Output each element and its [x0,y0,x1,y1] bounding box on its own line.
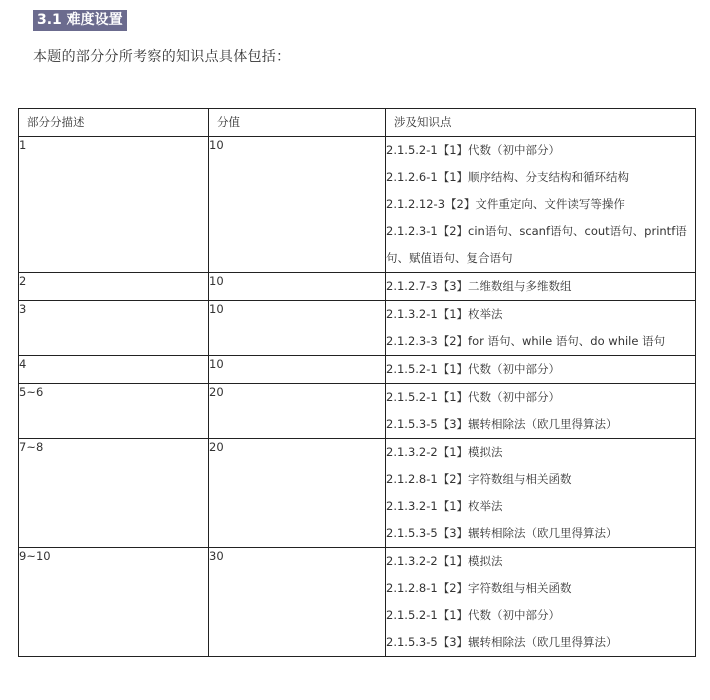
row-topics [386,301,696,356]
row-description: 2 [19,273,209,301]
row-score: 10 [209,356,386,384]
knowledge-point: 2.1.2.8-1【2】字符数组与相关函数 [386,581,572,595]
table-row [19,439,696,548]
header-score: 分值 [209,109,386,137]
knowledge-point: 2.1.3.2-2【1】模拟法 [386,445,503,459]
row-topics [386,439,696,548]
row-topics [386,137,696,273]
row-description: 3 [19,301,209,356]
header-partial-score-description: 部分分描述 [19,109,209,137]
table-row [19,137,696,273]
table-row [19,301,696,356]
knowledge-point: 2.1.2.6-1【1】顺序结构、分支结构和循环结构 [386,170,630,184]
row-description: 9~10 [19,548,209,657]
header-knowledge-points: 涉及知识点 [386,109,696,137]
row-score: 20 [209,384,386,439]
knowledge-point: 2.1.2.12-3【2】文件重定向、文件读写等操作 [386,197,625,211]
row-description: 4 [19,356,209,384]
knowledge-point: 2.1.3.2-1【1】枚举法 [386,499,503,513]
row-score: 30 [209,548,386,657]
knowledge-point: 2.1.5.3-5【3】辗转相除法（欧几里得算法） [386,526,618,540]
row-topics [386,356,696,384]
knowledge-point: 2.1.2.3-3【2】for 语句、while 语句、do while 语句 [386,334,666,348]
row-topics [386,548,696,657]
knowledge-point: 2.1.5.2-1【1】代数（初中部分） [386,608,561,622]
row-description: 7~8 [19,439,209,548]
row-score: 20 [209,439,386,548]
knowledge-point: 2.1.5.2-1【1】代数（初中部分） [386,143,561,157]
knowledge-points-table [18,108,696,657]
row-score: 10 [209,137,386,273]
row-score: 10 [209,301,386,356]
row-topics [386,384,696,439]
table-row [19,384,696,439]
table-row [19,356,696,384]
intro-text: 本题的部分分所考察的知识点具体包括： [33,49,291,65]
table-row [19,548,696,657]
row-topics [386,273,696,301]
knowledge-point: 2.1.5.3-5【3】辗转相除法（欧几里得算法） [386,635,618,649]
section-heading: 3.1 难度设置 [33,10,127,31]
table-header-row [19,109,696,137]
knowledge-point: 2.1.5.2-1【1】代数（初中部分） [386,390,561,404]
knowledge-point: 2.1.5.2-1【1】代数（初中部分） [386,362,561,376]
knowledge-point: 2.1.2.7-3【3】二维数组与多维数组 [386,279,572,293]
row-score: 10 [209,273,386,301]
knowledge-point: 2.1.3.2-1【1】枚举法 [386,307,503,321]
table-row [19,273,696,301]
row-description: 5~6 [19,384,209,439]
knowledge-point: 2.1.5.3-5【3】辗转相除法（欧几里得算法） [386,417,618,431]
knowledge-point: 2.1.3.2-2【1】模拟法 [386,554,503,568]
knowledge-point: 2.1.2.3-1【2】cin语句、scanf语句、cout语句、printf语句、赋值语句、复合语句 [386,224,687,265]
row-description: 1 [19,137,209,273]
knowledge-point: 2.1.2.8-1【2】字符数组与相关函数 [386,472,572,486]
